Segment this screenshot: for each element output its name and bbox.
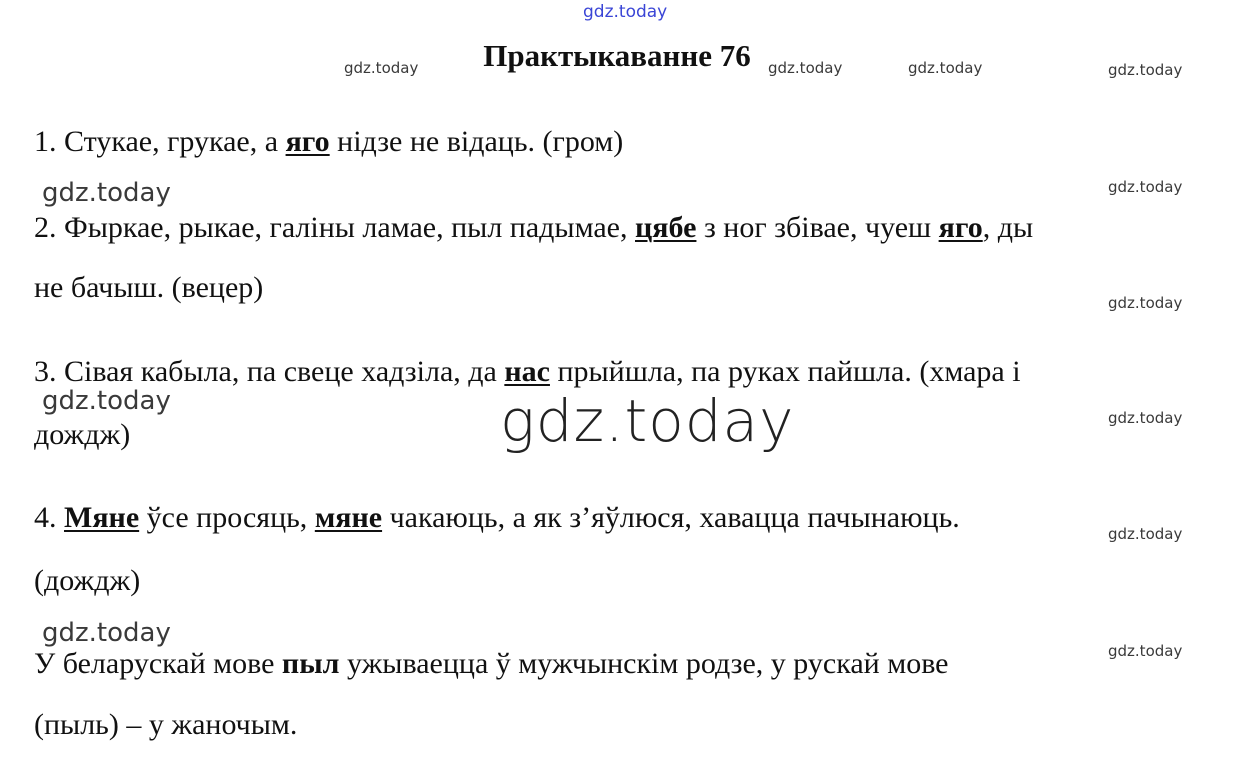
text-segment: 1. Стукае, грукае, а — [34, 125, 286, 158]
page-title-text: Практыкаванне 76 — [483, 38, 751, 73]
watermark: gdz.today — [344, 59, 419, 77]
item-4-line-2 — [34, 566, 140, 596]
text-segment: (дождж) — [34, 564, 141, 597]
highlighted-pronoun: яго — [938, 211, 983, 244]
item-2-line-2 — [34, 273, 263, 303]
watermark: gdz.today — [1108, 294, 1183, 312]
watermark-top: gdz.today — [583, 2, 668, 22]
text-segment: 4. — [34, 501, 64, 534]
watermark: gdz.today — [42, 386, 171, 416]
watermark: gdz.today — [42, 618, 171, 648]
note-line-1 — [34, 649, 949, 679]
text-segment: нідзе не відаць. (гром) — [329, 125, 624, 158]
watermark: gdz.today — [768, 59, 843, 77]
item-4-line-1 — [34, 503, 960, 533]
text-segment: чакаюць, а як з’яўлюся, хавацца пачынаюць. — [382, 501, 960, 534]
text-segment: , ды — [982, 211, 1034, 244]
highlighted-word: пыл — [281, 647, 340, 680]
text-segment: дождж) — [34, 418, 131, 451]
highlighted-pronoun: Мяне — [64, 501, 140, 534]
watermark: gdz.today — [908, 59, 983, 77]
watermark: gdz.today — [1108, 409, 1183, 427]
text-segment: прыйшла, па руках пайшла. (хмара і — [549, 355, 1021, 388]
watermark: gdz.today — [1108, 61, 1183, 79]
highlighted-pronoun: мяне — [314, 501, 383, 534]
item-3-line-1 — [34, 357, 1021, 387]
text-segment: 2. Фыркае, рыкае, галіны ламае, пыл падымае, — [34, 211, 635, 244]
note-line-2 — [34, 710, 297, 740]
watermark: gdz.today — [1108, 178, 1183, 196]
page-title — [0, 38, 1250, 77]
item-3-line-2 — [34, 420, 130, 450]
text-segment: з ног збівае, чуеш — [696, 211, 939, 244]
watermark-large: gdz.today — [500, 387, 795, 455]
watermark: gdz.today — [1108, 642, 1183, 660]
text-segment: не бачыш. (вецер) — [34, 271, 264, 304]
highlighted-pronoun: яго — [285, 125, 330, 158]
highlighted-pronoun: нас — [504, 355, 550, 388]
item-2-line-1 — [34, 213, 1033, 243]
watermark: gdz.today — [1108, 525, 1183, 543]
highlighted-pronoun: цябе — [635, 211, 697, 244]
text-segment: У беларускай мове — [34, 647, 282, 680]
item-1-line-1 — [34, 127, 623, 157]
text-segment: ўсе просяць, — [139, 501, 315, 534]
text-segment: ужываецца ў мужчынскім родзе, у рускай мове — [339, 647, 949, 680]
watermark: gdz.today — [42, 178, 171, 208]
text-segment: (пыль) – у жаночым. — [34, 708, 298, 741]
text-segment: 3. Сівая кабыла, па свеце хадзіла, да — [34, 355, 505, 388]
